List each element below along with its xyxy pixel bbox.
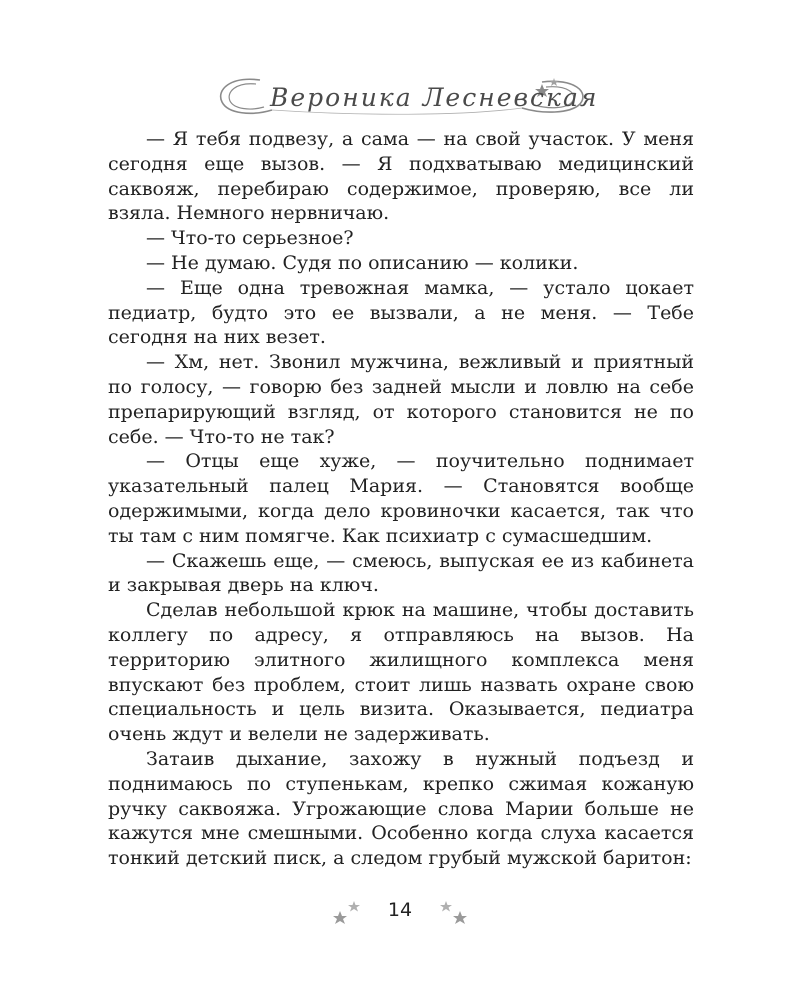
page-footer [300,893,500,933]
paragraph: — Отцы еще хуже, — поучительно поднимает указательный палец Мария. — Становятся вообще одержимыми, когда дело кровиночки касается, так что ты там с ним помягче. Как психиатр с сумасшедшим. [108,450,694,547]
paragraph: — Скажешь еще, — смеюсь, выпуская ее из кабинета и закрывая дверь на ключ. [108,549,694,597]
paragraph: — Хм, нет. Звонил мужчина, вежливый и приятный по голосу, — говорю без задней мысли и ловлю на себе препарирующий взгляд, от которого становится не по себе. — Что-то не так? [108,351,694,448]
page-number: 14 [387,899,413,921]
paragraph: Сделав небольшой крюк на машине, чтобы доставить коллегу по адресу, я отправляюсь на вызов. На территорию элитного жилищного комплекса меня впускают без проблем, стоит лишь назвать охране свою специальность и цель визита. Оказывается, педиатра очень ждут и велели не задерживать. [108,599,694,746]
paragraph: — Не думаю. Судя по описанию — колики. [146,251,579,274]
paragraph: Затаив дыхание, захожу в нужный подъезд и поднимаюсь по ступенькам, крепко сжимая кожаную ручку саквояжа. Угрожающие слова Марии больше не кажутся мне смешными. Особенно когда слуха касается тонкий детский писк, а следом грубый мужской баритон: [108,747,694,870]
paragraph: — Что-то серьезное? [146,227,354,250]
author-name: Вероника Лесневская [270,83,599,112]
running-header [212,70,599,122]
paragraph: — Еще одна тревожная мамка, — устало цокает педиатр, будто это ее вызвали, а не меня. — Тебе сегодня на них везет. [108,276,694,349]
chapter-body [108,127,694,871]
paragraph: — Я тебя подвезу, а сама — на свой участок. У меня сегодня еще вызов. — Я подхватываю медицинский саквояж, перебираю содержимое, проверяю, все ли взяла. Немного нервничаю. [108,128,694,225]
right-stars-ornament [434,897,474,927]
